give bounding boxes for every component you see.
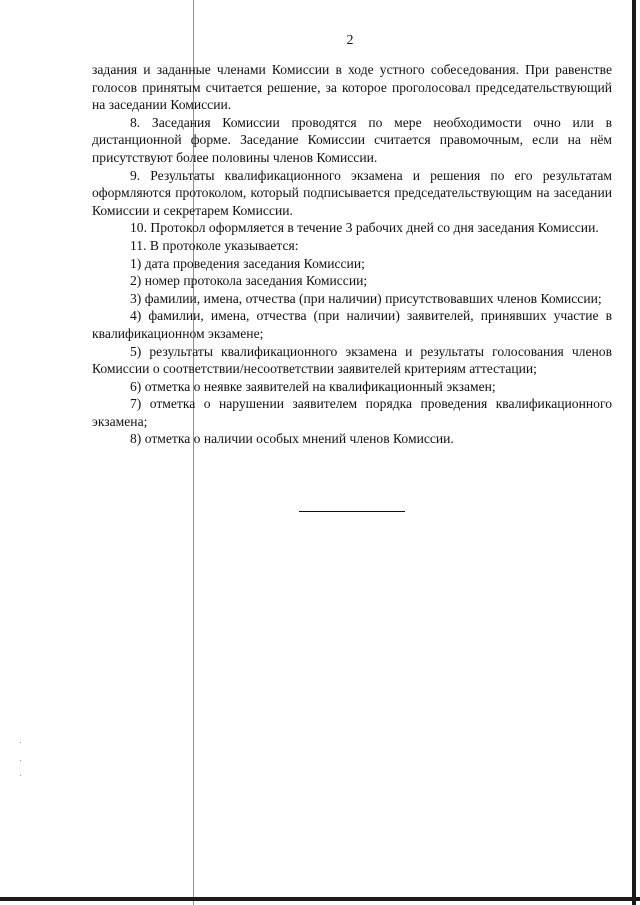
list-item: 2) номер протокола заседания Комиссии; <box>130 273 368 289</box>
list-item: 5) результаты квалификационного экзамена и результаты голосования членов Комиссии о соответствии/несоответствии заявителей критериям аттестации; <box>92 343 612 377</box>
page-number: 2 <box>346 33 354 48</box>
document-body <box>92 61 612 448</box>
scan-right-border <box>632 0 636 905</box>
paragraph: 11. В протоколе указывается: <box>130 237 299 253</box>
scan-speck <box>20 760 21 761</box>
paragraph: 9. Результаты квалификационного экзамена и решения по его результатам оформляются протоколом, который подписывается председательствующим на заседании Комиссии и секретарем Комиссии. <box>92 167 612 218</box>
list-item: 4) фамилии, имена, отчества (при наличии) заявителей, принявших участие в квалификационном экзамене; <box>92 308 612 341</box>
scan-speck <box>20 742 21 743</box>
list-item: 8) отметка о наличии особых мнений членов Комиссии. <box>130 431 454 447</box>
scan-bottom-border <box>0 897 640 901</box>
list-item: 7) отметка о нарушении заявителем порядка проведения квалификационного экзамена; <box>92 396 612 429</box>
list-item: 6) отметка о неявке заявителей на квалификационный экзамен; <box>130 378 496 394</box>
paragraph: 8. Заседания Комиссии проводятся по мере необходимости очно или в дистанционной форме. Заседание Комиссии считается правомочным, если на нём присутствуют более половины членов Комиссии. <box>92 114 612 165</box>
paragraph: задания и заданные членами Комиссии в ходе устного собеседования. При равенстве голосов принятым считается решение, за которое проголосовал председательствующий на заседании Комиссии. <box>92 62 612 113</box>
paragraph: 10. Протокол оформляется в течение 3 рабочих дней со дня заседания Комиссии. <box>130 220 599 236</box>
scan-speck <box>20 775 21 776</box>
end-of-document-rule <box>299 511 405 512</box>
list-item: 3) фамилии, имена, отчества (при наличии) присутствовавших членов Комиссии; <box>130 290 602 306</box>
list-item: 1) дата проведения заседания Комиссии; <box>130 255 365 271</box>
